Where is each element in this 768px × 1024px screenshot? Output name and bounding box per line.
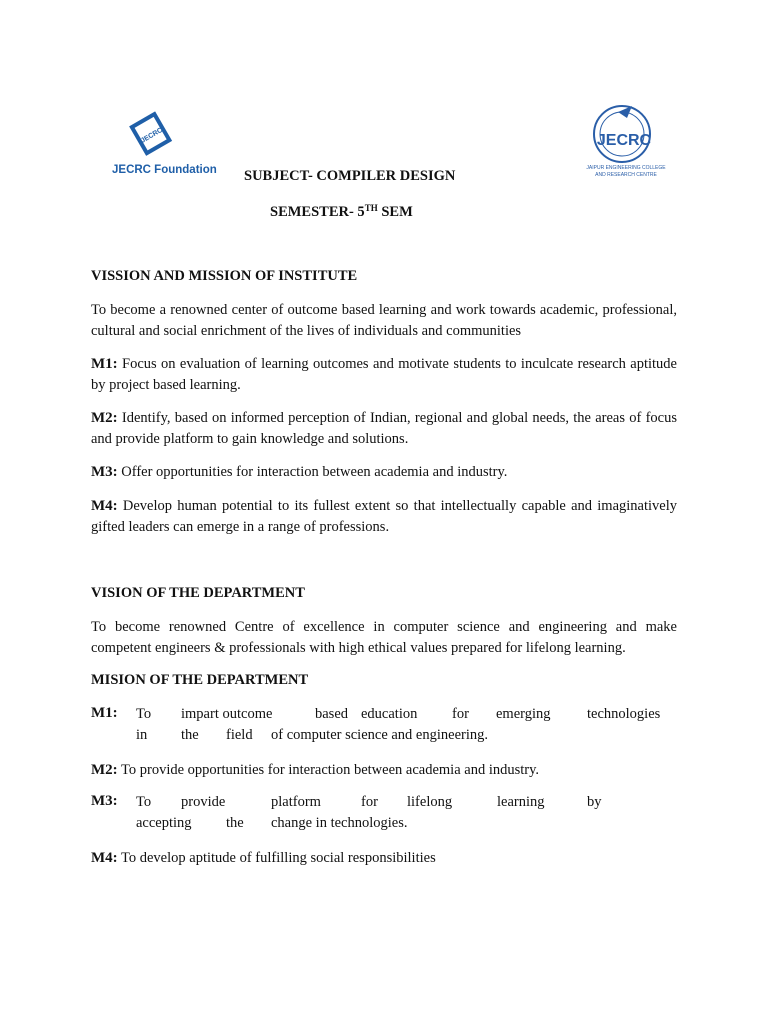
mission-label: M3: [91, 464, 118, 480]
subject-title: SUBJECT- COMPILER DESIGN [244, 168, 456, 184]
mission-label: M4: [91, 498, 118, 514]
dept-m1-word: technologies [587, 706, 661, 722]
mission-text: Develop human potential to its fullest extent so that intellectually capable and imaginatively gifted leaders can emerge in a range of professions. [91, 498, 677, 535]
dept-m3-word: by [587, 794, 602, 810]
institute-heading: VISSION AND MISSION OF INSTITUTE [91, 268, 358, 284]
institute-mission-4 [91, 496, 677, 538]
dept-mission-3-label: M3: [91, 793, 118, 809]
mission-label: M2: [91, 410, 118, 426]
mission-label: M4: [91, 850, 118, 866]
dept-m1-word: To [136, 706, 152, 722]
svg-text:JECRC: JECRC [596, 132, 652, 149]
department-vision: To become renowned Centre of excellence in computer science and engineering and make competent engineers & professionals with high ethical values prepared for lifelong learning. [91, 619, 677, 656]
dept-m1-word: based [315, 706, 349, 722]
svg-text:JAIPUR ENGINEERING COLLEGE: JAIPUR ENGINEERING COLLEGE [586, 165, 666, 171]
dept-m3-word: learning [497, 794, 545, 810]
semester-suffix: SEM [377, 204, 413, 220]
dept-m1-word: field [226, 727, 253, 743]
dept-m3-word: for [361, 794, 378, 810]
dept-m3-word: change in technologies. [271, 815, 408, 831]
dept-m1-word: of computer science and engineering. [271, 727, 489, 743]
dept-m1-word: impart outcome [181, 706, 273, 722]
logo-text: JECRC Foundation [112, 164, 217, 176]
mission-text: Identify, based on informed perception of Indian, regional and global needs, the areas of focus and provide platform to gain knowledge and solutions. [91, 410, 677, 447]
mission-text: To develop aptitude of fulfilling social responsibilities [117, 850, 436, 866]
dept-m3-word: platform [271, 794, 321, 810]
institute-vision: To become a renowned center of outcome based learning and work towards academic, professional, cultural and social enrichment of the lives of individuals and communities [91, 302, 677, 339]
dept-mission-4 [91, 848, 677, 869]
dept-mission-1-label: M1: [91, 705, 118, 721]
dept-m1-word: emerging [496, 706, 551, 722]
semester-prefix: SEMESTER- 5 [270, 204, 365, 220]
svg-text:JECRC: JECRC [139, 126, 164, 145]
dept-m1-word: education [361, 706, 418, 722]
dept-m3-word: To [136, 794, 152, 810]
jecrc-foundation-logo [112, 108, 217, 186]
dept-m3-word: accepting [136, 815, 192, 831]
dept-m3-word: provide [181, 794, 226, 810]
dept-m1-word: for [452, 706, 469, 722]
department-vision-heading: VISION OF THE DEPARTMENT [91, 585, 305, 601]
dept-m3-word: the [226, 815, 244, 831]
mission-label: M2: [91, 762, 118, 778]
semester-title [270, 203, 413, 221]
institute-mission-3 [91, 462, 677, 483]
dept-m3-word: lifelong [407, 794, 453, 810]
mission-label: M1: [91, 356, 118, 372]
mission-text: Focus on evaluation of learning outcomes and motivate students to inculcate research aptitude by project based learning. [91, 356, 677, 393]
department-mission-heading: MISION OF THE DEPARTMENT [91, 672, 309, 688]
dept-m1-word: the [181, 727, 199, 743]
institute-mission-1 [91, 354, 677, 396]
svg-text:AND RESEARCH CENTRE: AND RESEARCH CENTRE [595, 172, 657, 178]
dept-mission-2 [91, 760, 677, 781]
semester-superscript: TH [364, 203, 378, 213]
mission-text: To provide opportunities for interaction between academia and industry. [117, 762, 540, 778]
institute-mission-2 [91, 408, 677, 450]
dept-m1-word: in [136, 727, 148, 743]
jecrc-college-logo [580, 100, 672, 186]
mission-text: Offer opportunities for interaction between academia and industry. [117, 464, 508, 480]
jecrc-college-emblem-icon [580, 100, 672, 186]
